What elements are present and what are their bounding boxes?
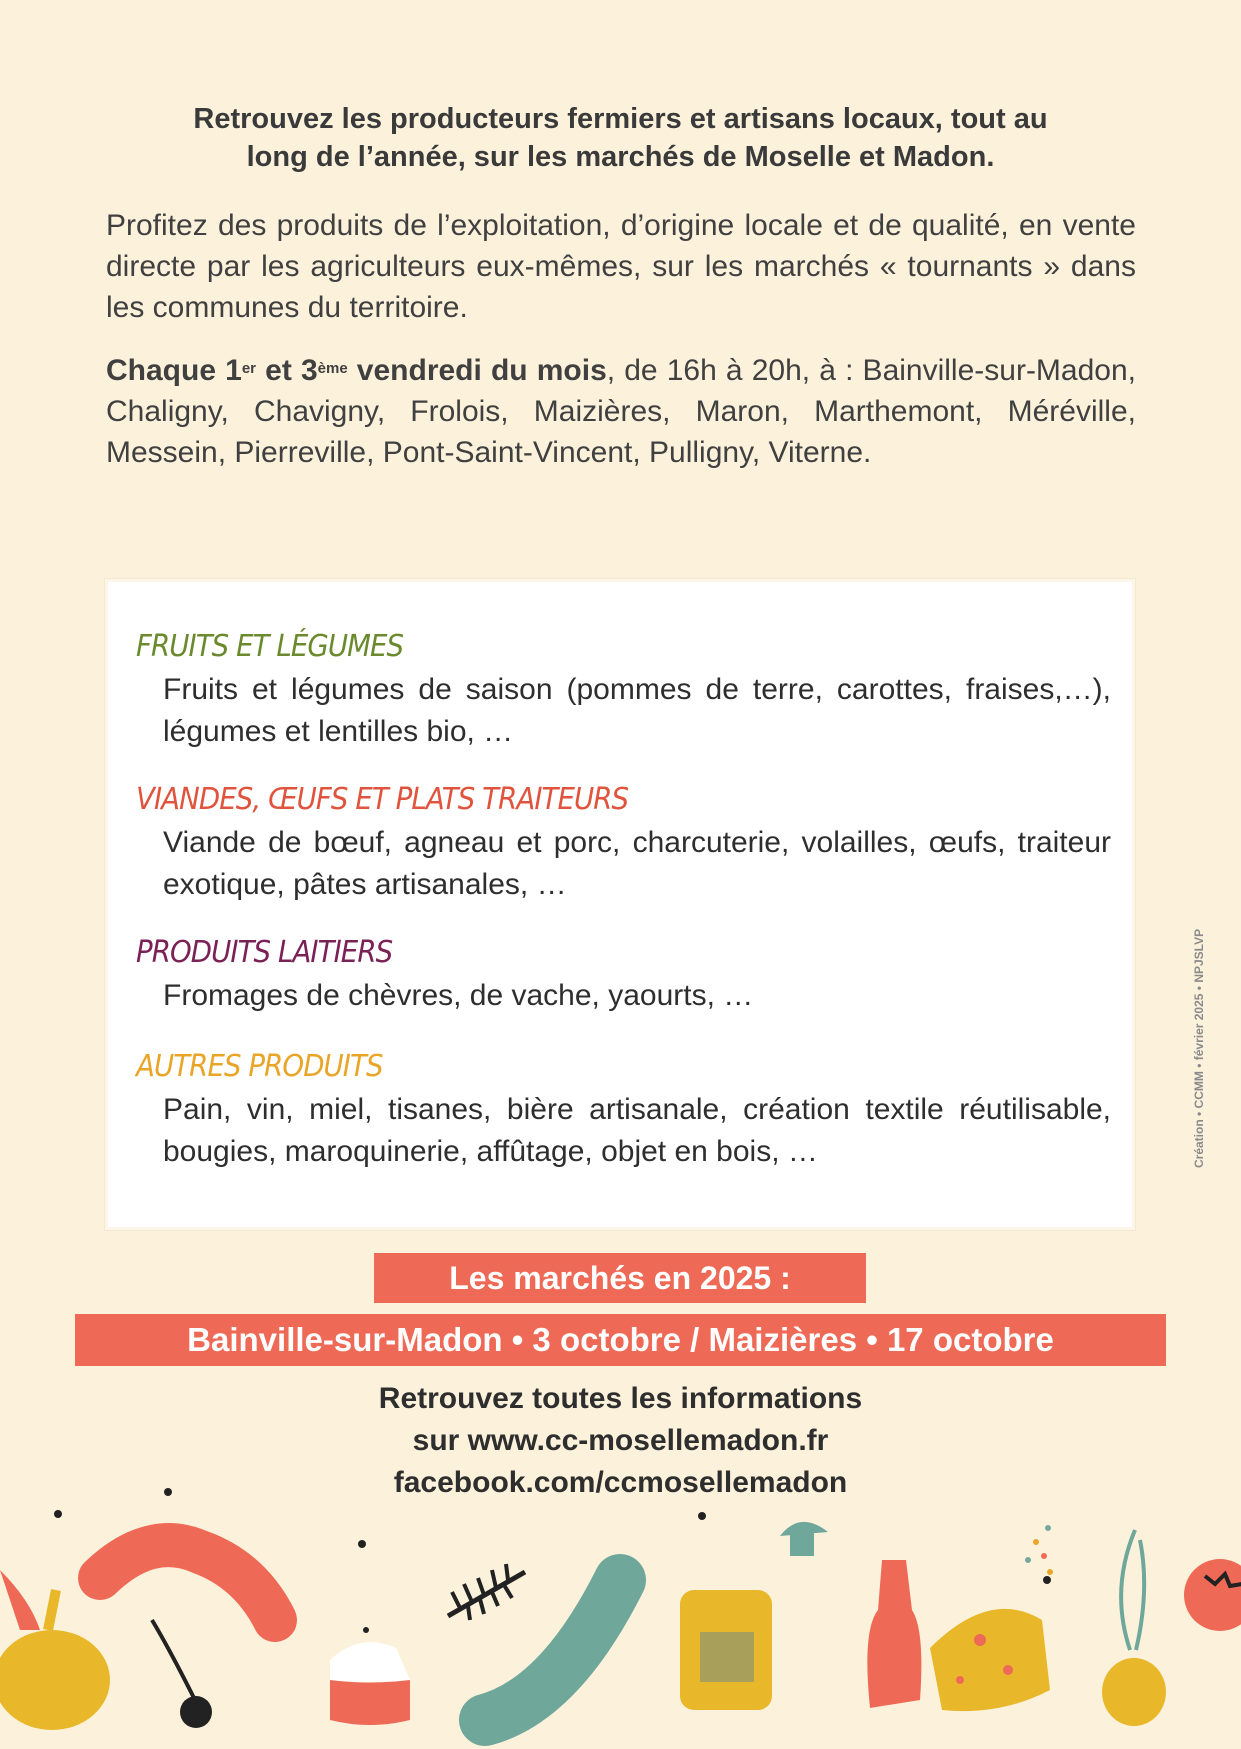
info-facebook: facebook.com/ccmosellemadon [393, 1466, 848, 1499]
honey-jar-icon [680, 1590, 772, 1710]
info-line-1: Retrouvez toutes les informations [378, 1382, 863, 1415]
category-title-laitiers: PRODUITS LAITIERS [136, 935, 393, 970]
category-title-fruits: FRUITS ET LÉGUMES [136, 629, 404, 664]
markets-title-banner: Les marchés en 2025 : [374, 1253, 866, 1303]
cheese-block-icon [930, 1609, 1050, 1711]
mushroom-icon [780, 1522, 828, 1556]
info-website: sur www.cc-mosellemadon.fr [412, 1424, 829, 1457]
schedule-paragraph [106, 350, 1136, 473]
schedule-sup-1: er [241, 360, 257, 377]
schedule-text: , de 16h à 20h, à : Bainville-sur-Madon, Chaligny, Chavigny, Frolois, Maizières, Maron, Marthemont, Méréville, Messein, Pierreville, Pont-Saint-Vincent, Pulligny, Viterne. [106, 354, 1136, 469]
rosemary-icon [448, 1564, 525, 1620]
schedule-bold-1: Chaque 1 [106, 354, 242, 387]
category-text-laitiers: Fromages de chèvres, de vache, yaourts, … [163, 979, 754, 1012]
sausage-icon [100, 1545, 275, 1620]
schedule-bold-3: vendredi du mois [347, 354, 607, 387]
schedule-sup-2: ème [317, 360, 348, 377]
markets-dates-banner: Bainville-sur-Madon • 3 octobre / Maizières • 17 octobre [75, 1314, 1166, 1366]
food-illustration [0, 1480, 1241, 1749]
credit-text: Création • CCMM • février 2025 • NPJSLVP [1192, 928, 1206, 1168]
category-title-autres: AUTRES PRODUITS [136, 1049, 383, 1084]
category-text-viandes: Viande de bœuf, agneau et porc, charcuterie, volailles, œufs, traiteur exotique, pâtes artisanales, … [163, 826, 1111, 901]
wine-bottle-icon [867, 1560, 921, 1708]
intro-line-1: Retrouvez les producteurs fermiers et artisans locaux, tout au [193, 103, 1048, 135]
cucumber-icon [485, 1580, 620, 1720]
cheese-wheel-icon [330, 1642, 410, 1725]
intro-line-2: long de l’année, sur les marchés de Moselle et Madon. [246, 141, 995, 173]
intro-paragraph: Profitez des produits de l’exploitation, d’origine locale et de qualité, en vente directe par les agriculteurs eux-mêmes, sur les marchés « tournants » dans les communes du territoire. [106, 209, 1136, 324]
category-title-viandes: VIANDES, ŒUFS ET PLATS TRAITEURS [136, 782, 629, 817]
cherry-icon [152, 1620, 212, 1728]
spring-onion-icon [1102, 1530, 1166, 1726]
category-text-autres: Pain, vin, miel, tisanes, bière artisanale, création textile réutilisable, bougies, maroquinerie, affûtage, objet en bois, … [163, 1093, 1111, 1168]
schedule-bold-2: et 3 [256, 354, 318, 387]
products-card [108, 582, 1132, 1227]
tomato-icon [1184, 1559, 1241, 1631]
intro-heading [100, 100, 1141, 176]
category-text-fruits: Fruits et légumes de saison (pommes de terre, carottes, fraises,…), légumes et lentilles bio, … [163, 673, 1111, 748]
